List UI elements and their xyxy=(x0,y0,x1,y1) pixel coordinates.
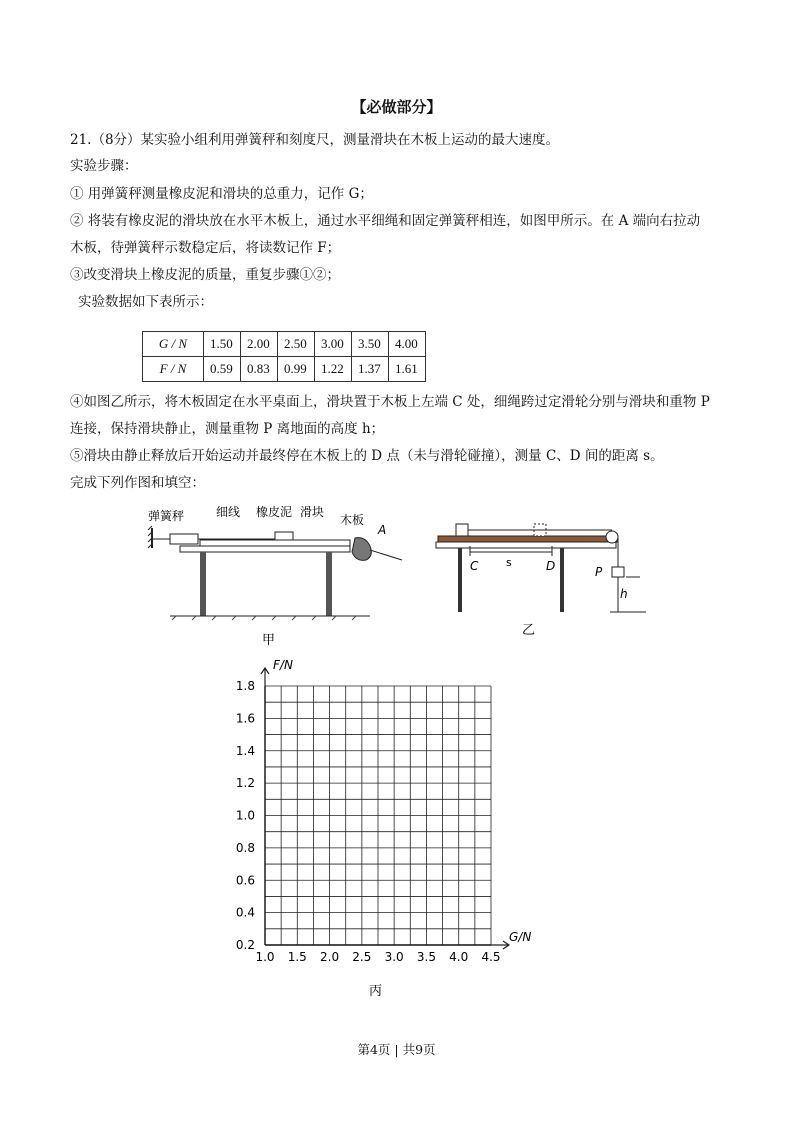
y-tick-label: 1.4 xyxy=(235,743,255,758)
figure-a xyxy=(140,498,420,648)
cell-g-2: 2.00 xyxy=(241,332,278,357)
table-top xyxy=(180,546,350,552)
cell-g-3: 2.50 xyxy=(278,332,315,357)
caption-figure-c: 丙 xyxy=(369,984,383,999)
data-table xyxy=(142,331,426,382)
x-tick-label: 2.0 xyxy=(320,950,340,964)
label-h: h xyxy=(620,587,628,601)
table-leg-left xyxy=(200,552,206,616)
page-footer: 第4页 | 共9页 xyxy=(357,1042,436,1057)
label-block: 滑块 xyxy=(300,505,325,519)
y-tick-label: 1.0 xyxy=(235,808,255,823)
y-tick-label: 1.2 xyxy=(235,776,255,791)
pulley xyxy=(606,531,618,543)
step-2-line-1: ② 将装有橡皮泥的滑块放在水平木板上，通过水平细绳和固定弹簧秤相连，如图甲所示。在 A 端向右拉动 xyxy=(70,213,701,229)
label-p: P xyxy=(595,565,603,579)
table-leg-right xyxy=(560,548,564,612)
cell-f-4: 1.22 xyxy=(315,357,352,382)
cell-g-1: 1.50 xyxy=(204,332,241,357)
y-tick-label: 1.8 xyxy=(235,679,255,693)
step-1: ① 用弹簧秤测量橡皮泥和滑块的总重力，记作 G； xyxy=(70,186,373,202)
step-5: ⑤滑块由静止释放后开始运动并最终停在木板上的 D 点（未与滑轮碰撞），测量 C、D 间的距离 s。 xyxy=(70,448,664,464)
table-intro: 实验数据如下表所示： xyxy=(78,294,213,310)
x-axis-label: G/N xyxy=(509,930,532,944)
row-label-f: F / N xyxy=(143,357,204,382)
table-top xyxy=(436,542,616,548)
step-4-line-2: 连接，保持滑块静止，测量重物 P 离地面的高度 h； xyxy=(70,421,385,437)
x-tick-label: 1.5 xyxy=(287,950,307,964)
task-prompt: 完成下列作图和填空： xyxy=(70,475,205,491)
y-tick-label: 0.8 xyxy=(235,840,255,855)
x-tick-label: 3.5 xyxy=(416,950,436,964)
caption-figure-a: 甲 xyxy=(262,633,276,648)
figure-b xyxy=(430,510,655,640)
x-tick-label: 4.5 xyxy=(481,950,501,964)
row-label-g: G / N xyxy=(143,332,204,357)
cell-f-1: 0.59 xyxy=(204,357,241,382)
board xyxy=(438,536,618,542)
table-leg-left xyxy=(458,548,462,612)
x-tick-label: 1.0 xyxy=(255,950,275,964)
section-title: 【必做部分】 xyxy=(351,98,442,116)
x-tick-label: 3.0 xyxy=(384,950,404,964)
label-d: D xyxy=(546,559,556,573)
hand-icon xyxy=(352,538,371,561)
label-putty: 橡皮泥 xyxy=(256,505,293,519)
x-tick-label: 2.5 xyxy=(352,950,372,964)
steps-label: 实验步骤： xyxy=(70,158,138,174)
table-leg-right xyxy=(326,552,332,616)
board xyxy=(200,540,350,546)
table-row-f xyxy=(143,357,426,382)
chart-grid xyxy=(225,655,545,1005)
cell-g-5: 3.50 xyxy=(352,332,389,357)
axes xyxy=(261,668,509,949)
cell-g-4: 3.00 xyxy=(315,332,352,357)
y-tick-label: 0.4 xyxy=(235,905,255,920)
step-3: ③改变滑块上橡皮泥的质量，重复步骤①②； xyxy=(70,267,340,283)
y-tick-label: 0.6 xyxy=(235,873,255,888)
label-board: 木板 xyxy=(340,513,365,527)
step-4-line-1: ④如图乙所示，将木板固定在水平桌面上，滑块置于木板上左端 C 处，细绳跨过定滑轮分别与滑块和重物 P xyxy=(70,394,710,410)
grid-lines xyxy=(261,668,509,949)
cell-g-6: 4.00 xyxy=(389,332,426,357)
slider-block xyxy=(456,524,468,536)
label-spring-scale: 弹簧秤 xyxy=(148,509,185,523)
label-end-a: A xyxy=(378,523,387,537)
y-tick-label: 0.2 xyxy=(235,938,255,952)
cell-f-5: 1.37 xyxy=(352,357,389,382)
step-2-line-2: 木板，待弹簧秤示数稳定后，将读数记作 F； xyxy=(70,240,341,256)
cell-f-2: 0.83 xyxy=(241,357,278,382)
y-axis-label: F/N xyxy=(273,658,293,672)
label-s: s xyxy=(506,556,512,569)
spring-scale xyxy=(170,534,198,544)
cell-f-3: 0.99 xyxy=(278,357,315,382)
table-row-g xyxy=(143,332,426,357)
x-tick-label: 4.0 xyxy=(449,950,469,964)
slider-block xyxy=(275,532,293,540)
tick-labels xyxy=(236,679,501,964)
label-c: C xyxy=(470,559,479,573)
weight-p xyxy=(612,567,624,577)
cell-f-6: 1.61 xyxy=(389,357,426,382)
label-thread: 细线 xyxy=(216,505,241,519)
y-tick-label: 1.6 xyxy=(235,711,255,726)
caption-figure-b: 乙 xyxy=(522,623,536,638)
question-header: 21.（8分）某实验小组利用弹簧秤和刻度尺，测量滑块在木板上运动的最大速度。 xyxy=(70,132,560,148)
